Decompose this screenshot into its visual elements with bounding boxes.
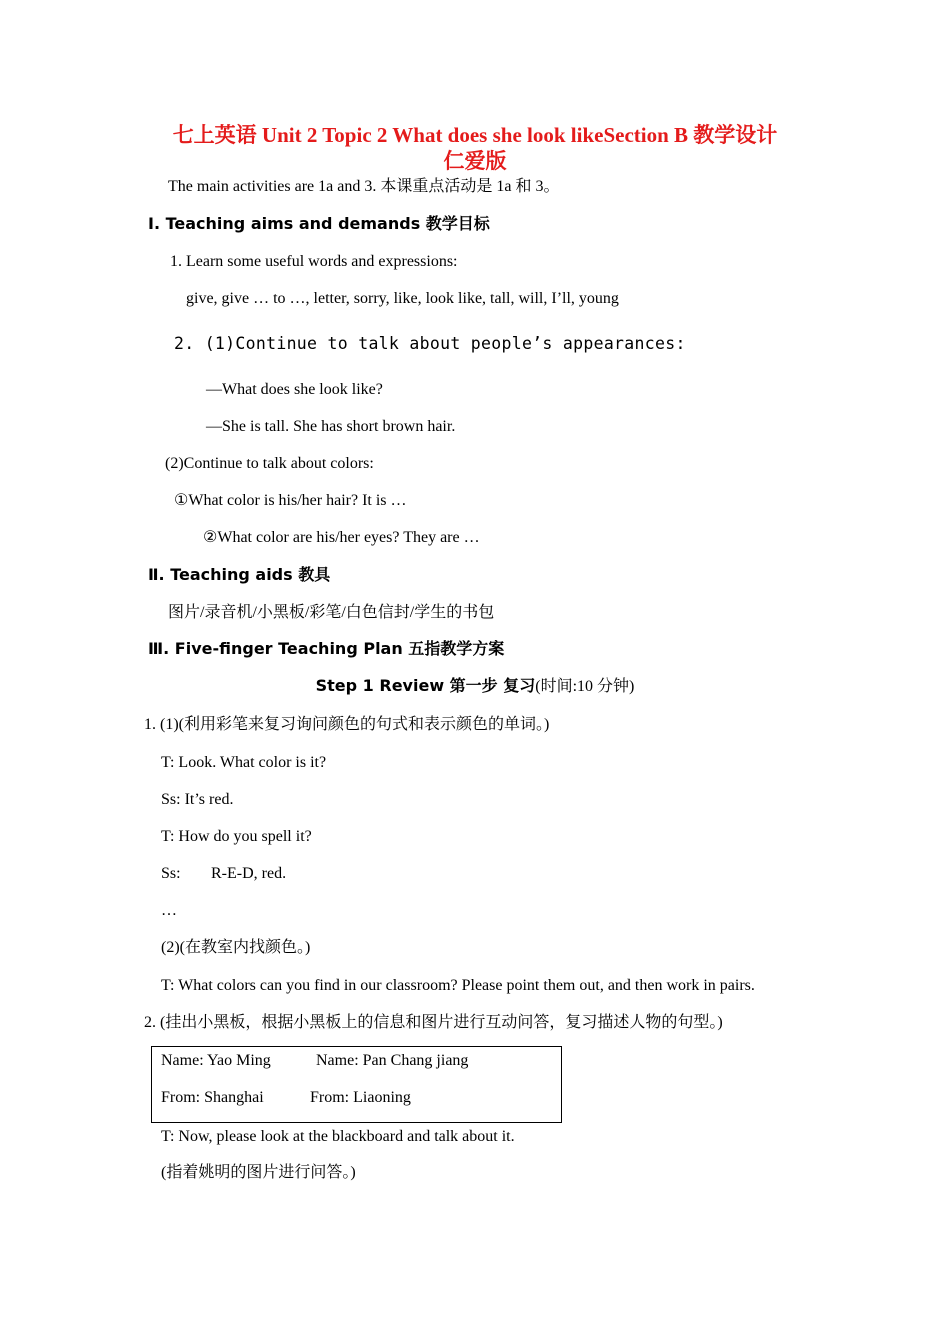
- dialogue-teacher-3: T: What colors can you find in our classroom? Please point them out, and then work in pairs.: [161, 977, 755, 994]
- document-title-line2: 仁爱版: [443, 149, 507, 173]
- aim-item-1: 1. Learn some useful words and expressions:: [170, 253, 458, 270]
- aim-item-2b: (2)Continue to talk about colors:: [165, 455, 374, 472]
- section3-heading: Ⅲ. Five-finger Teaching Plan 五指教学方案: [148, 639, 505, 658]
- teaching-aids-list: 图片/录音机/小黑板/彩笔/白色信封/学生的书包: [168, 604, 495, 621]
- aim-item-1-words: give, give … to …, letter, sorry, like, look like, tall, will, I’ll, young: [186, 290, 619, 307]
- section2-heading: Ⅱ. Teaching aids 教具: [148, 565, 331, 584]
- aim-item-2: 2. (1)Continue to talk about people’s appearances:: [174, 334, 686, 353]
- step1-title: Step 1 Review 第一步 复习: [315, 676, 536, 695]
- step1-part3: (指着姚明的图片进行问答。): [161, 1164, 356, 1181]
- box-name-2: Name: Pan Chang jiang: [316, 1052, 469, 1069]
- step1-part1: 1. (1)(利用彩笔来复习询问颜色的句式和表示颜色的单词。): [144, 716, 550, 733]
- box-from-1: From: Shanghai: [161, 1089, 264, 1106]
- box-from-2: From: Liaoning: [310, 1089, 411, 1106]
- question-2: ②What color are his/her eyes? They are …: [203, 529, 480, 546]
- question-1: ①What color is his/her hair? It is …: [174, 492, 407, 509]
- dialogue-teacher-4: T: Now, please look at the blackboard and talk about it.: [161, 1128, 515, 1145]
- box-name-1: Name: Yao Ming: [161, 1052, 271, 1069]
- step1-part2: 2. (挂出小黑板，根据小黑板上的信息和图片进行互动问答，复习描述人物的句型。): [144, 1014, 723, 1031]
- document-title-line1: 七上英语 Unit 2 Topic 2 What does she look likeSection B 教学设计: [172, 123, 778, 147]
- step1-part1b: (2)(在教室内找颜色。): [161, 939, 311, 956]
- dialogue-students-1: Ss: It’s red.: [161, 791, 234, 808]
- dialogue-teacher-1: T: Look. What color is it?: [161, 754, 327, 771]
- dialogue-students-2-text: R-E-D, red.: [211, 865, 287, 882]
- intro-text: The main activities are 1a and 3. 本课重点活动是 1a 和 3。: [168, 178, 560, 195]
- dialogue-ellipsis: …: [161, 902, 177, 919]
- dialogue-teacher-2: T: How do you spell it?: [161, 828, 312, 845]
- step1-heading: [0, 676, 950, 697]
- dialog-line-2: —She is tall. She has short brown hair.: [206, 418, 456, 435]
- dialog-line-1: —What does she look like?: [206, 381, 383, 398]
- dialogue-students-2-label: Ss:: [161, 865, 181, 882]
- step1-time: (时间:10 分钟): [535, 678, 635, 695]
- section1-heading: Ⅰ. Teaching aims and demands 教学目标: [148, 214, 490, 233]
